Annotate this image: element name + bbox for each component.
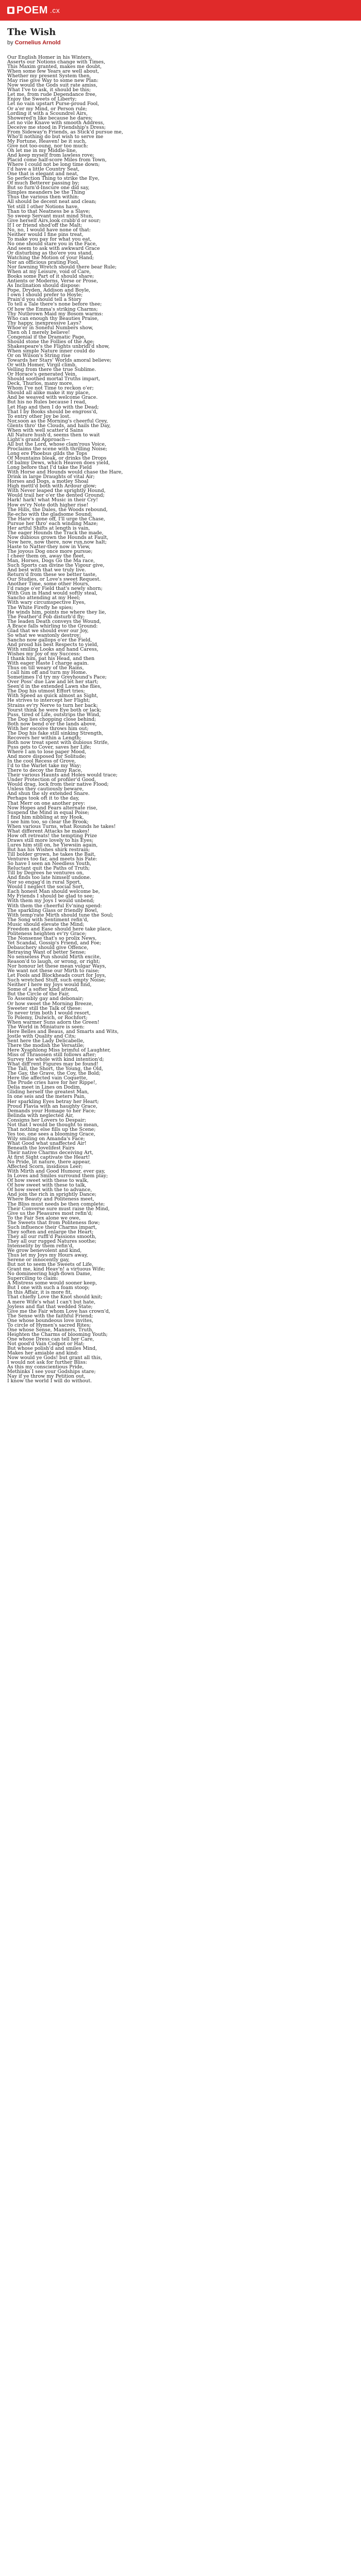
poem-line: To circle of Hymen's sacred Rites;: [7, 1322, 91, 1328]
poem-line: Betraying Want of better Sense;: [7, 950, 86, 955]
poem-line: The Nonsense that's so prolix News,: [7, 935, 97, 941]
poem-line: Proclaims the scene with thrilling Noise;: [7, 446, 107, 452]
poem-line: Methinks I see your Godships stare;: [7, 1369, 96, 1375]
poem-line: The Hills, the Dales, the Woods rebound,: [7, 506, 108, 513]
poem-line: Recovers her within a Length;: [7, 735, 81, 741]
poem-line: Give not too-oung, nor too much:: [7, 143, 89, 149]
poem-line: Freedom and Ease should here take place,: [7, 926, 112, 932]
poem-line: May rise give Way to some new Plan:: [7, 78, 99, 84]
poem-line: They soften and enlarge the Heart;: [7, 1229, 94, 1235]
poem-line: High mettl'd both with Ardour glow;: [7, 483, 97, 489]
poem-line: With her escoive throws him out;: [7, 725, 89, 732]
poem-line: Both now treat spent with dubious Strife,: [7, 739, 109, 745]
poem-line: In the cool Recess of Grove,: [7, 758, 76, 765]
poem-line: Glents thro' the Clouds, and hails the Day,: [7, 422, 111, 429]
site-logo[interactable]: [7, 5, 60, 16]
poem-line: Each honest Man should welcome be,: [7, 889, 100, 895]
poem-line: The Sweets that from Politeness flow;: [7, 1219, 100, 1226]
poem-line: And keep myself from lawless rove;: [7, 152, 94, 158]
poem-line: One that is elegant and neat,: [7, 171, 79, 177]
poem-line: Yourst think he were Eye both or lack;: [7, 707, 102, 713]
poem-line: Light's grand Approach—: [7, 436, 70, 443]
poem-line: Such wretched Stuff, such empty Noise;: [7, 977, 106, 984]
poem-line: Enjoy the Sweets of Liberty;: [7, 96, 77, 103]
poem-line: Her sparkling Eyes betray her Heart;: [7, 1098, 99, 1105]
poem-line: Drink in large Draughts of vital Air;: [7, 474, 95, 480]
poem-line: Where I am to lose paper Mood,: [7, 749, 87, 755]
poem-line: And proud his best Respects to yield,: [7, 641, 99, 648]
poem-line: Let no vile Knave with smooth Address,: [7, 120, 105, 126]
poem-line: Hark! hark! what Music in their Cry!: [7, 497, 98, 503]
poem-line: Sancho attending at my Heel;: [7, 595, 80, 601]
poem-line: Jostle with Quality and Cits;: [7, 1033, 76, 1039]
poem-line: Belinda with neglected Air,: [7, 1112, 74, 1118]
poem-line: Draws still more lovely to his Eyes;: [7, 837, 94, 843]
poem-line: What different Attacks he makes!: [7, 828, 90, 834]
top-bar: [0, 0, 361, 21]
poem-line: Or on Wilson's String rise: [7, 353, 71, 359]
poem-line: But I one with such a foam stoop;: [7, 1285, 90, 1291]
poem-line: I find him nibbling at my Hook,: [7, 814, 84, 820]
poem-line: So what we wantonly destroy;: [7, 632, 81, 638]
poem-line: I see him too, so clear the Brook;: [7, 819, 89, 825]
poem-line: Till by Degrees he ventures on,: [7, 870, 84, 876]
poem-line: What diff'rent Figures may be found!: [7, 1061, 99, 1067]
poem-line: The Dog his fake still sinking Strength,: [7, 730, 104, 736]
poem-line: But has his Wishes shirk restrain;: [7, 846, 90, 853]
poem-line: Sometimes I'd try my Greyhound's Pace;: [7, 674, 107, 681]
poem-line: When simple Nature inner could do: [7, 348, 95, 354]
poem-line: I know the world I will do without.: [7, 1378, 92, 1384]
poem-line: If I or friend shod'off the Malt;: [7, 222, 83, 228]
poem-line: Where I could not be long time down;: [7, 162, 100, 168]
author-link[interactable]: Cornelius Arnold: [14, 40, 61, 46]
poem-line: When with well scatter'd Sains: [7, 427, 84, 433]
poem-line: Let Hap and then I do with the Dead;: [7, 404, 99, 410]
poem-line: Sent here the Lady Delicabelle,: [7, 1038, 85, 1044]
poem-line: They all our rugged Natures soothe;: [7, 1238, 96, 1244]
poem-line: Both now bend o'er the lands above,: [7, 721, 97, 727]
poem-line: And finds too late himself undone.: [7, 875, 91, 881]
poem-line: Would I neglect the social Sort,: [7, 884, 85, 890]
poem-line: In Loves and Smiles surround them play;: [7, 1173, 108, 1179]
poem-line: With them the cheerful Ev'ning spend:: [7, 903, 102, 909]
poem-line: In one seis and the meters Pain,: [7, 1094, 86, 1100]
poem-line: Nor so engag'd in rural Sport,: [7, 879, 81, 886]
poem-line: They all our ruffl'd Passions smooth,: [7, 1233, 96, 1240]
poem-line: Nay if ye throw my Petition out,: [7, 1374, 86, 1380]
poem-line: With Gun in Hand would softly steal,: [7, 590, 97, 597]
poem-line: Of how sweet with the to advance,: [7, 1187, 92, 1193]
poem-line: Placid come half-score Miles from Town,: [7, 157, 107, 163]
poem-line: Towards her Stars' Worlds amoral believe;: [7, 358, 111, 364]
poem-line: My Friends I should be glad to see;: [7, 893, 94, 900]
poem-title: The Wish: [7, 27, 56, 38]
poem-line: Let Fools and Blockheads court for Joys,: [7, 973, 106, 979]
poem-line: He strives to intercept her Flight;: [7, 698, 90, 704]
poem-line: What I've to ask, it should be this;: [7, 87, 91, 93]
poem-line: Consigns her Lovers to Despair;: [7, 1117, 87, 1123]
logo-suffix: .cx: [50, 6, 60, 14]
poem-line: As this my conscientious Pride,: [7, 1364, 84, 1370]
poem-line: The Sense with the faithful Friend;: [7, 1313, 93, 1319]
poem-line: Suspend the Mind in equal Poise;: [7, 809, 90, 816]
poem-line: I'd to the Warlet take my Way;: [7, 763, 81, 769]
poem-line: To never trim both I would resort,: [7, 1010, 91, 1016]
poem-line: When various Turns, what Rounds he takes!: [7, 823, 116, 829]
poem-line: The leaden Death conveys the Wound,: [7, 618, 101, 624]
poem-line: Than to that Neatness be a Slave;: [7, 208, 90, 214]
poem-line: Long ere Phoebus gilds the Tops: [7, 450, 87, 456]
poem-line: Wishes my Joy of my Success:: [7, 651, 81, 657]
poem-line: That chiefly Love the Knot should knit;: [7, 1294, 103, 1300]
poem-line: Who can enough thy Beauties Praise,: [7, 315, 99, 321]
poem-line: One whose Sense, Manners, Truth,: [7, 1327, 94, 1333]
poem-line: The Feather'd Fob disturb'd fly;: [7, 614, 85, 620]
poem-line: The Tall, the Short, the Young, the Old,: [7, 1066, 103, 1072]
poem-line: Their Converse sure must raise the Mind,: [7, 1206, 110, 1212]
poem-line: Now here, now there, now run,now halt;: [7, 539, 107, 545]
poem-line: Congenial if the Dramatic Page,: [7, 334, 86, 340]
poem-line: How ev'ry Note doth higher rise!: [7, 502, 89, 508]
poem-line: Their native Charms deceiving Art,: [7, 1150, 94, 1156]
poem-line: Should soothed mortal Truths impart,: [7, 376, 100, 382]
poem-line: Wily smiling on Amanda's Face;: [7, 1136, 85, 1142]
poem-line: Our English Homer in his Winters,: [7, 55, 92, 60]
poem-line: Some of a softer kind attend,: [7, 987, 79, 993]
poem-line: Whether my present System then,: [7, 73, 91, 79]
poem-line: No Pride, lit nature, there appear,: [7, 1159, 91, 1165]
poem-line: The Bliss must needs be then complete;: [7, 1201, 105, 1207]
poem-line: Ventures too far, and meets his Fate:: [7, 856, 97, 862]
poem-line: Music should elevate the Mind;: [7, 921, 85, 927]
poem-line: Miss of Thrasosen still follows after;: [7, 1052, 96, 1058]
poem-line: But not to seem the Sweets of Life,: [7, 1262, 94, 1268]
poem-line: To the Fair Sex alone we owe,: [7, 1215, 81, 1221]
poem-line: Or with Homer, Virgil climb,: [7, 362, 77, 368]
poem-line: Sancho now gallops o'er the Field,: [7, 637, 92, 643]
poem-content: [7, 27, 348, 1383]
poem-line: When warmer Suns adorn the Green!: [7, 1019, 100, 1025]
poem-line: Return'd from these we better taste,: [7, 572, 97, 578]
poem-line: Man, Horses, Dogs Go the Ma race,: [7, 558, 95, 564]
poem-line: Glad that we should ever our Joy,: [7, 628, 89, 634]
poem-line: Should all alike make it my place,: [7, 390, 90, 396]
poem-line: And best with that we truly live.: [7, 567, 86, 573]
poem-line: Or disturbing as tho'ere you stand,: [7, 250, 93, 256]
poem-line: What Good what unaffected Air!: [7, 1140, 87, 1146]
poem-line: With Horse and Hounds would chase the Hare,: [7, 469, 123, 476]
poem-line: Long before that I'd take the Field: [7, 465, 92, 471]
poem-line: All should be decent neat and clean;: [7, 199, 97, 205]
poem-body: [7, 55, 348, 1383]
logo-text: POEM: [17, 4, 48, 16]
poem-line: Thy happy, inexpressive Lays?: [7, 320, 81, 326]
poem-line: With eager Haste I charge again.: [7, 660, 89, 667]
poem-line: Over Poss' due Law and let her start;: [7, 679, 99, 685]
poem-line: Then oh I merely believe!: [7, 329, 70, 335]
poem-line: That nothing else fills up the Scene;: [7, 1126, 96, 1132]
poem-line: Our Studies, or Love's sweet Request.: [7, 577, 101, 583]
poem-line: The Hare's gone off, I'll urge the Chase,: [7, 516, 105, 522]
poem-line: Strains ev'ry Nerve to turn her back;: [7, 702, 98, 708]
poem-line: Thus on till weary of the Rains,: [7, 665, 84, 671]
poem-line: Such Sports can divine the Vigour give,: [7, 563, 105, 569]
poem-line: That Merr on one another prey:: [7, 800, 86, 806]
poem-line: Makes her amiable and kind:: [7, 1350, 79, 1357]
poem-line: The sparkling Glass or friendly Bowl,: [7, 907, 99, 913]
poem-line: When some few Years are well about,: [7, 69, 100, 75]
poem-line: There the modish the Versatile;: [7, 1042, 85, 1048]
poem-line: Intenselity by them refin'd,: [7, 1243, 74, 1249]
poem-line: Another Time, some other Hours,: [7, 581, 90, 587]
poem-line: Now dubious grown the Hounds at Fault,: [7, 534, 109, 540]
poem-line: Unless they cautiously beware,: [7, 786, 84, 792]
poem-line: Books some Part of it should share;: [7, 274, 94, 280]
poem-line: One whose boundeous love invites,: [7, 1317, 93, 1324]
poem-line: No senseless Pun should Mirth excite,: [7, 954, 101, 960]
poem-line: Neither I here my Joys would find,: [7, 982, 92, 988]
poem-line: I would not ask for further Bliss:: [7, 1360, 87, 1366]
poem-line: Or how sweet the Morning Breeze,: [7, 1001, 93, 1007]
poem-line: Delia meet in Lines on Dodim,: [7, 1084, 81, 1091]
poem-line: Nor,soon as the Morning's cheerful Grey,: [7, 418, 108, 424]
poem-line: Yet still I other Notions have,: [7, 204, 79, 210]
poem-line: So have I seen an Needless Youth,: [7, 861, 92, 867]
poem-line: Now Hopes and Fears alternate rise,: [7, 805, 98, 811]
poem-line: Oh let me in my Middle-line,: [7, 147, 77, 154]
poem-line: The eager Hounds the Track the made,: [7, 530, 104, 536]
poem-line: To tell a Tale there's none before thee;: [7, 301, 102, 308]
poem-line: A mere Wife's what I can't but hate,: [7, 1299, 96, 1305]
poem-line: Seen'd in the extended Lawn she flies,: [7, 684, 102, 690]
poem-line: The Gay, the Grave, the Coy, the Bold;: [7, 1071, 101, 1077]
poem-line: Her artful Shifts at length is vain,: [7, 525, 90, 531]
poem-line: Lures him still on, he Yiewsiin again,: [7, 842, 98, 848]
poem-line: Would trail her o'er the dented Ground;: [7, 493, 105, 499]
poem-line: Who'll nothing do but wish to serve me: [7, 133, 104, 140]
poem-line: But whose polish'd and smiles Mind,: [7, 1345, 97, 1351]
poem-line: Now would ye Gods! but grant all this,: [7, 1355, 102, 1361]
poem-line: Whoe'er in Soneful Numbers show,: [7, 325, 93, 331]
poem-line: The World in Miniature is seen:: [7, 1024, 85, 1030]
poem-line: I'd range o'er Field that's newly shorn;: [7, 586, 103, 592]
poem-line: Thus the various then within:: [7, 194, 79, 200]
poem-line: Neither would I fine pins treat,: [7, 231, 84, 238]
poem-line: Let no vain upstart Purse-proud Fool,: [7, 101, 100, 107]
poem-line: With Mirth and Good Humour, ever gay,: [7, 1168, 106, 1175]
poem-line: Or a'er my Mind, or Person rule;: [7, 106, 87, 112]
poem-line: I cheer them on, away the fleet,: [7, 553, 86, 560]
poem-line: Give herself Airs,look crabb'd or sour;: [7, 217, 101, 224]
poem-line: And join the rich in sprightly Dance;: [7, 1192, 96, 1198]
poem-line: Horses and Dogs, a motley Shoal: [7, 479, 89, 485]
poem-line: Here Belles and Beaus, and Smarts and Wits,: [7, 1028, 119, 1035]
poem-line: Give me the Fair whom Love has crown'd,: [7, 1308, 110, 1314]
poem-line: This Maxim granted, makes me doubt,: [7, 64, 102, 70]
poem-line: Asserts our Notions change with Times,: [7, 59, 105, 65]
poem-line: Here the affected vain Coquette,: [7, 1075, 88, 1081]
poem-line: Antients or Moderns, Verse or Prose,: [7, 278, 99, 284]
poem-line: To Polemy, Dulwich, or Rochfort;: [7, 1014, 88, 1021]
poem-line: A Brace falls whirling to the Ground:: [7, 623, 98, 629]
poem-line: Grant me, kind Heav'n! a virtuous Wife;: [7, 1266, 105, 1273]
poem-line: Reluctant quit the Paths of Truth;: [7, 866, 90, 872]
poem-line: A Mistress some would sooner keep,: [7, 1280, 97, 1286]
poem-line: But so furn'd-Inscure one did say,: [7, 185, 90, 191]
poem-line: Thy Nutbrown Maid my Bosom warms:: [7, 311, 103, 317]
poem-line: So perfection Thing to strike the Eye,: [7, 176, 100, 182]
poem-line: Let me, from rude Dependance free,: [7, 92, 97, 98]
poem-line: The Dog his utmost Effort tries;: [7, 688, 85, 694]
poem-line: So sweep Servant must mind Stun,: [7, 213, 93, 219]
poem-line: I'd have a little Country Seat,: [7, 166, 80, 173]
poem-line: One whose Dress can tell her Care,: [7, 1336, 94, 1342]
poem-line: Superciling to claim:: [7, 1276, 59, 1282]
poem-line: Survey the whole with kind intention'd;: [7, 1057, 104, 1063]
poem-line: Haste to Natter-they now in View,: [7, 544, 91, 550]
poem-line: Affected Scorn, insidious Leer;: [7, 1164, 83, 1170]
poem-line: The Prude cries have for her Rippe!,: [7, 1080, 97, 1086]
poem-line: From Sideway'n Friends, as Stick'd pursue me,: [7, 129, 123, 135]
poem-line: Yet Scandal, Gossip's Friend, and Foe;: [7, 940, 102, 946]
poem-line: Velling from there the true Sublime.: [7, 367, 96, 373]
poem-line: Showered'n like because he dares;: [7, 115, 93, 121]
poem-line: Heighten the Charms of blooming Youth;: [7, 1331, 108, 1337]
poem-line: Puss gets to Cover, saves her Life;: [7, 744, 92, 750]
poem-line: Not good'd Vain Codpot or Hat;: [7, 1341, 85, 1347]
byline: [7, 40, 348, 46]
poem-line: Of much Betterer passing by;: [7, 180, 80, 187]
poem-line: Deceive me stood in Friendship's Dress;: [7, 124, 106, 130]
poem-line: Pope, Dryden, Addison and Boyle,: [7, 287, 91, 294]
poem-line: My Fortune, Heaven! be it such,: [7, 138, 87, 144]
poem-line: Puss, tired of Life, outstrips the Wind,: [7, 711, 101, 718]
poem-line: Their various Haunts and Holes would trace;: [7, 772, 118, 778]
poem-line: Or Horace's generated Vein,: [7, 371, 77, 378]
poem-line: Give us the Pleasures most refin'd;: [7, 1210, 93, 1216]
poem-line: Of Mountains bleak, or drinks the Drops: [7, 455, 107, 462]
poem-line: Yes too, one sees a blooming Grace,: [7, 1131, 95, 1137]
poem-line: Now would the Gods suit rate amiss,: [7, 82, 97, 89]
poem-line: And seem to ask with awkward Grace: [7, 245, 100, 251]
poem-line: Would drag, lock from their native Flood;: [7, 782, 109, 788]
poem-line: And be weaved with welcome Grace.: [7, 395, 98, 401]
poem-line: Of how sweet with these to talk,: [7, 1182, 87, 1189]
poem-line: With wary circumspective Eyes,: [7, 600, 86, 606]
poem-line: Should stone the Follies of the Age;: [7, 338, 95, 345]
poem-line: All Nature hush'd, seems then to wait: [7, 432, 100, 438]
poem-line: I thank him, pat his Head, and then: [7, 656, 95, 662]
poem-line: To entry other Joy be lost.: [7, 413, 71, 419]
poem-line: The Dog lies chopping close behind;: [7, 716, 96, 722]
logo-icon: [7, 7, 14, 14]
poem-line: All but the Lord, whose clam'rous Voice,: [7, 441, 106, 447]
poem-line: Of how the Emma's striking Charms;: [7, 306, 98, 312]
poem-line: No, no, I would have none of that:: [7, 227, 91, 233]
byline-prefix: by: [7, 40, 13, 46]
poem-line: When at my Leisure, void of Care,: [7, 269, 91, 275]
poem-line: With smiling Looks and hand Caress,: [7, 646, 99, 652]
poem-line: Politeness heighten ev'ry Grace;: [7, 930, 87, 937]
poem-line: Of how sweet with these to walk,: [7, 1178, 89, 1184]
poem-line: And shun the sly extended Snare.: [7, 791, 90, 797]
poem-line: Of balmy Dews, which Heaven does yield,: [7, 460, 110, 466]
poem-line: No domineering high-flown Dame,: [7, 1271, 92, 1277]
poem-line: Till bolder grown, he takes the Bait,: [7, 852, 96, 858]
poem-line: As Inclination should dispose:: [7, 283, 81, 289]
poem-line: I own I should prefer to Hoyle;: [7, 292, 83, 298]
poem-line: With Speed as quick almost as Sight,: [7, 693, 99, 699]
poem-line: Whom I've not Time to reckon o'er;: [7, 385, 94, 392]
poem-line: Simples meanders be the Thing: [7, 190, 85, 196]
poem-line: Proud Flavia with an haughty Grace,: [7, 1103, 97, 1109]
poem-line: Re-echo with the gladsome Sound;: [7, 511, 93, 517]
poem-line: Prain'd you should tell a Story: [7, 297, 81, 303]
poem-line: With them my Joys I would unbend;: [7, 898, 95, 904]
poem-line: Nor an officious prating Fool,: [7, 260, 80, 266]
poem-line: Deck, Thurlos, many more,: [7, 381, 74, 387]
poem-line: Reason'd to laugh, or wrong, or right;: [7, 959, 101, 965]
poem-line: The Song with Sentiment refin'd,: [7, 917, 89, 923]
poem-line: Nor honour let these mean vulgar Ways,: [7, 963, 107, 970]
poem-line: We want not these our Mirth to raise;: [7, 968, 100, 974]
poem-line: Perhaps took oft it to the day,: [7, 795, 80, 802]
poem-line: That I by Books should be engross'd,: [7, 409, 98, 415]
poem-line: Watching the Motion of your Hand;: [7, 255, 94, 261]
poem-line: To Assembly gay and debonair;: [7, 996, 84, 1002]
poem-line: With temp'rate Mirth should tune the Soul;: [7, 912, 113, 918]
poem-line: And more disposed for Solitude;: [7, 754, 87, 760]
poem-line: Sweeter still the Talk of these:: [7, 1005, 82, 1011]
poem-line: Demands your Homage to her Face;: [7, 1108, 96, 1114]
poem-line: There to decoy the finny Race,: [7, 768, 83, 774]
poem-line: Where Beauty and Politeness meet,: [7, 1196, 94, 1202]
poem-line: Serene or innocently gay,: [7, 1257, 70, 1263]
poem-line: Beneath the lovelifest Fairs: [7, 1145, 75, 1151]
poem-line: The White Firefly he spies;: [7, 604, 73, 611]
poem-line: Such influence their Charms impart,: [7, 1224, 97, 1230]
poem-line: Nor fawning Wretch should there bear Rule;: [7, 264, 117, 270]
poem-line: To make you pay for what you eat,: [7, 236, 92, 242]
poem-line: No one should stare you in the Face,: [7, 241, 97, 247]
poem-line: Gliding herself the greatest Man,: [7, 1089, 89, 1095]
poem-line: But his no Rules because I read,: [7, 399, 87, 405]
poem-line: He winds him, points me where they lie,: [7, 609, 106, 615]
poem-line: Debauchery should give Offence,: [7, 944, 89, 951]
poem-line: Here Xyaphlong Miss brimful of Laughter,: [7, 1047, 111, 1053]
poem-line: With Never leaped the sprightly Hound,: [7, 488, 106, 494]
poem-line: In this Affair, it is more fit,: [7, 1290, 72, 1296]
poem-line: We grow benevolent and kind,: [7, 1248, 82, 1253]
poem-line: At first Sight captivate the Heart!: [7, 1155, 90, 1161]
poem-line: Thus let my Joys my Hours away,: [7, 1252, 88, 1259]
poem-line: But the Circle of the Fair,: [7, 991, 70, 997]
poem-line: Joyless and flat that wedded State;: [7, 1303, 93, 1310]
poem-line: The joyous Dog once more pursue;: [7, 548, 93, 554]
poem-line: Pursue her thro' each winding Maze;: [7, 520, 99, 527]
poem-line: Under Protection of profiler'd Good,: [7, 777, 96, 783]
poem-line: I call him off and turn my Home.: [7, 670, 88, 676]
poem-line: Lording it with a Scoundrel Airs,: [7, 110, 88, 116]
poem-line: Shakespeare's the Flights unbridl'd show,: [7, 343, 110, 349]
poem-line: How oft retreats! the tempting Prize: [7, 833, 97, 839]
poem-line: Not that I would be thought to mean,: [7, 1122, 99, 1128]
